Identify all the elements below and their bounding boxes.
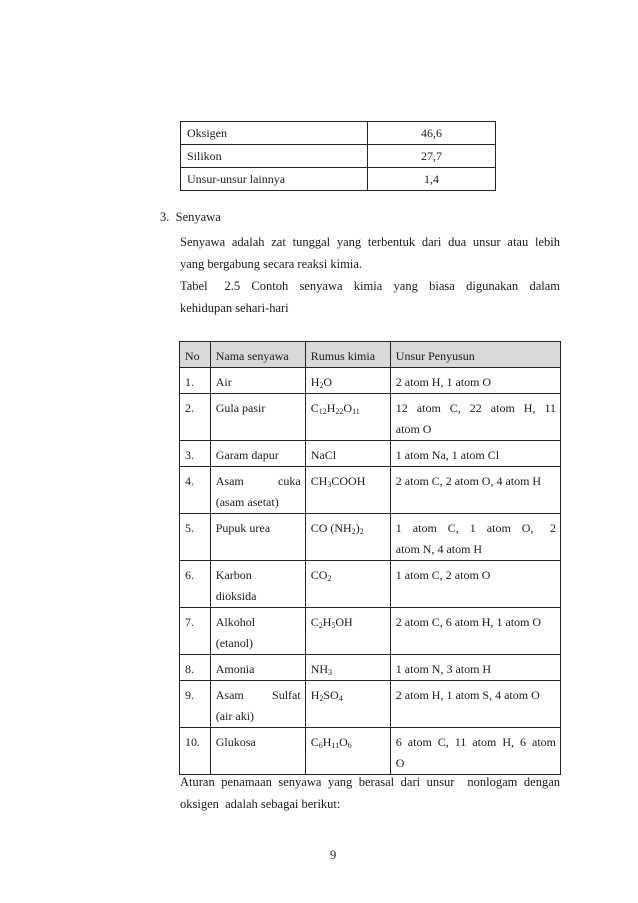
header-formula: Rumus kimia (305, 342, 390, 368)
paragraph-line: yang bergabung secara reaksi kimia. (180, 257, 362, 271)
compound-name: Pupuk urea (210, 514, 305, 561)
formula-text: H (310, 375, 320, 389)
compounds-table (179, 341, 561, 775)
compound-name: Glukosa (210, 728, 305, 775)
compound-name: Air (210, 368, 305, 394)
formula-text: CH (310, 474, 328, 488)
row-number: 4. (180, 467, 211, 514)
formula-text: O (339, 735, 348, 749)
formula-text: H (322, 735, 332, 749)
row-number: 3. (180, 441, 211, 467)
compound-name-line: (etanol) (215, 636, 254, 650)
chemical-formula (305, 681, 390, 728)
formula-subscript: 11 (352, 407, 360, 416)
row-number: 6. (180, 561, 211, 608)
table-row (180, 655, 561, 681)
composition-line: 6 atom C, 11 atom H, 6 atom (395, 735, 556, 749)
element-name-cell: Silikon (181, 145, 368, 168)
formula-subscript: 6 (318, 741, 323, 750)
paragraph-definition (180, 231, 560, 275)
element-abundance-table (180, 121, 496, 191)
table-row (180, 514, 561, 561)
caption-line: kehidupan sehari-hari (180, 301, 289, 315)
table-row (180, 368, 561, 394)
formula-text: NaCl (310, 448, 337, 462)
table-row (180, 608, 561, 655)
formula-text: H (326, 401, 336, 415)
composition: 2 atom H, 1 atom O (390, 368, 560, 394)
header-composition: Unsur Penyusun (390, 342, 560, 368)
element-name-cell: Oksigen (181, 122, 368, 145)
composition (390, 728, 560, 775)
composition-line: O (395, 756, 405, 770)
formula-text: C (310, 615, 319, 629)
formula-subscript: 3 (328, 668, 333, 677)
section-heading: 3. Senyawa (160, 210, 221, 224)
formula-subscript: 3 (327, 480, 332, 489)
formula-text: CO (NH (310, 521, 352, 535)
table-row (180, 561, 561, 608)
table-caption (180, 275, 560, 319)
composition-line: atom O (395, 422, 432, 436)
paragraph-line: Senyawa adalah zat tunggal yang terbentuk dari dua unsur atau lebih (180, 235, 560, 249)
formula-subscript: 2 (359, 527, 364, 536)
paragraph-line: Aturan penamaan senyawa yang berasal dari unsur nonlogam dengan (180, 775, 560, 789)
table-row (180, 681, 561, 728)
table-row (181, 168, 496, 191)
closing-paragraph (180, 771, 560, 815)
formula-text: O (343, 401, 353, 415)
formula-text: ) (355, 521, 360, 535)
compound-name-line: (air aki) (215, 709, 255, 723)
caption-line: Tabel 2.5 Contoh senyawa kimia yang biasa digunakan dalam (180, 279, 560, 293)
chemical-formula (305, 728, 390, 775)
row-number: 8. (180, 655, 211, 681)
table-row (180, 728, 561, 775)
formula-subscript: 2 (327, 574, 332, 583)
chemical-formula (305, 467, 390, 514)
table-row (181, 122, 496, 145)
compound-name (210, 681, 305, 728)
chemical-formula (305, 608, 390, 655)
element-value-cell: 27,7 (368, 145, 496, 168)
compound-name-line: Asam cuka (215, 474, 301, 488)
formula-text: NH (310, 662, 329, 676)
row-number: 1. (180, 368, 211, 394)
compound-name-line: dioksida (215, 589, 257, 603)
formula-subscript: 5 (331, 621, 336, 630)
table-row (180, 441, 561, 467)
chemical-formula (305, 394, 390, 441)
formula-text: COOH (331, 474, 366, 488)
element-name-cell: Unsur-unsur lainnya (181, 168, 368, 191)
page-number: 9 (330, 848, 337, 862)
formula-text: H (322, 615, 332, 629)
composition: 1 atom Na, 1 atom Cl (390, 441, 560, 467)
header-name: Nama senyawa (210, 342, 305, 368)
formula-subscript: 4 (338, 694, 343, 703)
composition: 1 atom C, 2 atom O (390, 561, 560, 608)
composition: 2 atom C, 2 atom O, 4 atom H (390, 467, 560, 514)
compound-name (210, 561, 305, 608)
compound-name-line: Alkohol (215, 615, 256, 629)
header-no: No (180, 342, 211, 368)
formula-subscript: 12 (318, 407, 327, 416)
row-number: 7. (180, 608, 211, 655)
composition: 2 atom H, 1 atom S, 4 atom O (390, 681, 560, 728)
formula-subscript: 2 (318, 621, 323, 630)
compound-name (210, 608, 305, 655)
formula-text: SO (323, 688, 339, 702)
element-value-cell: 1,4 (368, 168, 496, 191)
compound-name-line: (asam asetat) (215, 495, 279, 509)
compound-name-line: Asam Sulfat (215, 688, 301, 702)
composition-line: 12 atom C, 22 atom H, 11 (395, 401, 556, 415)
row-number: 10. (180, 728, 211, 775)
compound-name: Amonia (210, 655, 305, 681)
composition-line: 1 atom C, 1 atom O, 2 (395, 521, 556, 535)
formula-text: C (310, 401, 319, 415)
row-number: 5. (180, 514, 211, 561)
formula-text: CO (310, 568, 328, 582)
formula-subscript: 22 (335, 407, 344, 416)
composition (390, 394, 560, 441)
composition: 1 atom N, 3 atom H (390, 655, 560, 681)
compound-name: Garam dapur (210, 441, 305, 467)
composition: 2 atom C, 6 atom H, 1 atom O (390, 608, 560, 655)
table-header-row (180, 342, 561, 368)
formula-text: C (310, 735, 319, 749)
chemical-formula (305, 514, 390, 561)
element-value-cell: 46,6 (368, 122, 496, 145)
compound-name: Gula pasir (210, 394, 305, 441)
compound-name-line: Karbon (215, 568, 252, 582)
formula-subscript: 6 (347, 741, 352, 750)
formula-text: O (323, 375, 333, 389)
composition-line: atom N, 4 atom H (395, 542, 483, 556)
formula-text: H (310, 688, 320, 702)
table-row (181, 145, 496, 168)
row-number: 2. (180, 394, 211, 441)
chemical-formula (305, 655, 390, 681)
formula-subscript: 2 (319, 694, 324, 703)
row-number: 9. (180, 681, 211, 728)
chemical-formula (305, 561, 390, 608)
formula-subscript: 11 (331, 741, 340, 750)
formula-text: OH (335, 615, 353, 629)
compound-name (210, 467, 305, 514)
formula-subscript: 2 (351, 527, 356, 536)
formula-subscript: 2 (319, 381, 324, 390)
table-row (180, 467, 561, 514)
paragraph-line: oksigen adalah sebagai berikut: (180, 797, 341, 811)
table-row (180, 394, 561, 441)
chemical-formula (305, 441, 390, 467)
chemical-formula (305, 368, 390, 394)
composition (390, 514, 560, 561)
